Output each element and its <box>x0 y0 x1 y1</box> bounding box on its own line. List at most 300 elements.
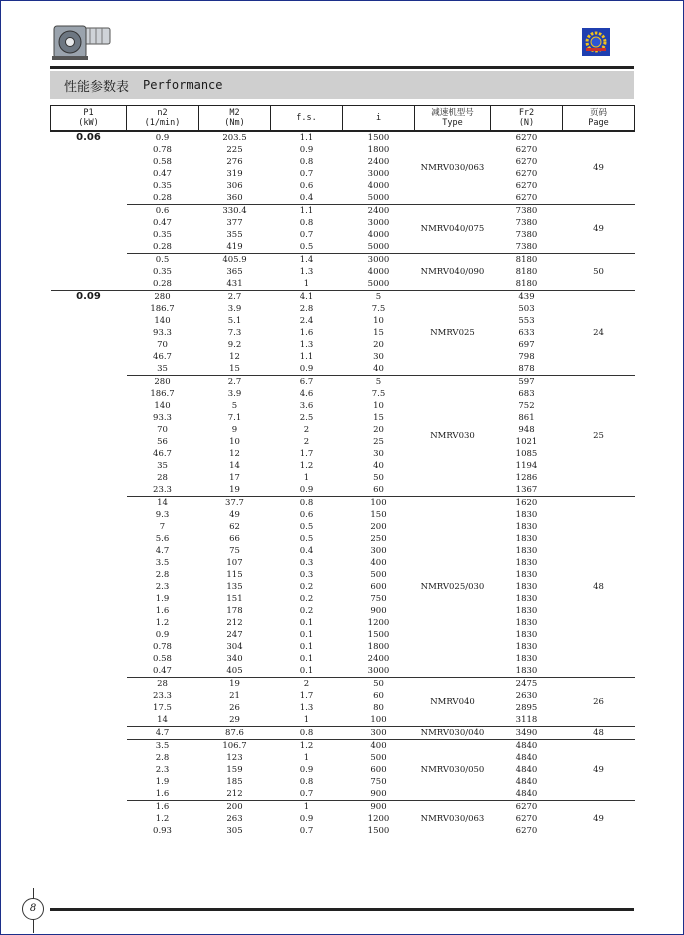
ratio-cell: 5000 <box>367 193 390 203</box>
header-rule <box>50 66 634 69</box>
output-torque-cell: 26 <box>229 703 240 713</box>
service-factor-cell: 1 <box>303 279 310 289</box>
radial-load-cell: 1830 <box>515 594 538 604</box>
section-title-zh: 性能参数表 <box>64 79 130 95</box>
service-factor-cell: 0.2 <box>299 606 314 616</box>
ratio-cell: 1200 <box>367 814 390 824</box>
radial-load-cell: 8180 <box>491 254 563 267</box>
ratio-cell: 4000 <box>367 181 390 191</box>
output-torque-cell: 107 <box>226 558 243 568</box>
ratio-cell: 1500 <box>343 131 415 144</box>
ratio-cell: 600 <box>370 582 387 592</box>
ratio-cell: 5 <box>343 376 415 389</box>
output-torque-cell: 37.7 <box>199 497 271 510</box>
table-row <box>51 788 635 801</box>
output-speed-cell: 0.9 <box>127 131 199 144</box>
table-row <box>51 156 635 168</box>
table-row <box>51 339 635 351</box>
table-row <box>51 327 635 339</box>
radial-load-cell: 1830 <box>515 522 538 532</box>
table-row <box>51 388 635 400</box>
service-factor-cell: 1.3 <box>299 703 314 713</box>
service-factor-cell: 0.1 <box>299 654 314 664</box>
radial-load-cell: 1830 <box>515 654 538 664</box>
output-speed-cell: 0.47 <box>153 666 172 676</box>
output-speed-cell: 93.3 <box>153 413 172 423</box>
radial-load-cell: 6270 <box>515 826 538 836</box>
output-speed-cell: 1.6 <box>155 789 170 799</box>
output-torque-cell: 14 <box>229 461 240 471</box>
service-factor-cell: 2 <box>271 678 343 691</box>
radial-load-cell: 4840 <box>515 789 538 799</box>
column-header-unit: Page <box>588 118 609 128</box>
ratio-cell: 2400 <box>343 205 415 218</box>
output-speed-cell: 1.9 <box>155 777 170 787</box>
output-speed-cell: 5.6 <box>155 534 170 544</box>
output-speed-cell: 140 <box>154 316 171 326</box>
table-row <box>51 144 635 156</box>
output-speed-cell: 0.28 <box>153 242 172 252</box>
service-factor-cell: 1 <box>303 753 310 763</box>
output-torque-cell: 377 <box>226 218 243 228</box>
ratio-cell: 500 <box>370 753 387 763</box>
service-factor-cell: 3.6 <box>299 401 314 411</box>
output-speed-cell: 186.7 <box>150 389 175 399</box>
service-factor-cell: 0.8 <box>271 497 343 510</box>
output-torque-cell: 304 <box>226 642 243 652</box>
service-factor-cell: 0.7 <box>299 230 314 240</box>
output-torque-cell: 212 <box>226 618 243 628</box>
ratio-cell: 50 <box>343 678 415 691</box>
radial-load-cell: 1830 <box>515 510 538 520</box>
table-row <box>51 641 635 653</box>
output-torque-cell: 263 <box>226 814 243 824</box>
service-factor-cell: 0.6 <box>299 181 314 191</box>
table-row <box>51 825 635 837</box>
column-header <box>343 106 415 132</box>
ratio-cell: 7.5 <box>371 389 386 399</box>
output-torque-cell: 123 <box>226 753 243 763</box>
radial-load-cell: 1830 <box>515 642 538 652</box>
gearbox-type-cell: NMRV030/063 <box>415 801 491 838</box>
ratio-cell: 3000 <box>367 218 390 228</box>
radial-load-cell: 2475 <box>491 678 563 691</box>
gearbox-type-cell: NMRV040 <box>415 678 491 727</box>
column-header-unit: (N) <box>518 118 535 128</box>
service-factor-cell: 1.7 <box>299 449 314 459</box>
page-ref-cell: 24 <box>563 291 635 376</box>
output-speed-cell: 0.58 <box>153 654 172 664</box>
service-factor-cell: 2.8 <box>299 304 314 314</box>
output-speed-cell: 28 <box>157 473 168 483</box>
table-row <box>51 752 635 764</box>
footer-rule <box>50 908 634 911</box>
column-header-label: Fr2 <box>518 108 535 118</box>
ratio-cell: 2400 <box>367 654 390 664</box>
output-torque-cell: 319 <box>226 169 243 179</box>
output-torque-cell: 212 <box>226 789 243 799</box>
ratio-cell: 60 <box>373 691 384 701</box>
page-ref-cell: 48 <box>563 497 635 678</box>
table-row <box>51 303 635 315</box>
ratio-cell: 300 <box>370 546 387 556</box>
output-speed-cell: 93.3 <box>153 328 172 338</box>
column-header-unit: Type <box>442 118 463 128</box>
radial-load-cell: 2630 <box>515 691 538 701</box>
performance-table-container <box>50 105 634 837</box>
service-factor-cell: 4.1 <box>271 291 343 304</box>
output-torque-cell: 185 <box>226 777 243 787</box>
ratio-cell: 150 <box>370 510 387 520</box>
output-torque-cell: 365 <box>226 267 243 277</box>
output-speed-cell: 0.28 <box>153 279 172 289</box>
output-torque-cell: 75 <box>229 546 240 556</box>
service-factor-cell: 1 <box>271 801 343 814</box>
output-torque-cell: 2.7 <box>199 291 271 304</box>
output-speed-cell: 46.7 <box>153 352 172 362</box>
output-torque-cell: 340 <box>226 654 243 664</box>
service-factor-cell: 1.4 <box>271 254 343 267</box>
output-torque-cell: 135 <box>226 582 243 592</box>
output-speed-cell: 0.47 <box>153 218 172 228</box>
section-title-en: Performance <box>143 78 223 92</box>
table-row <box>51 376 635 389</box>
table-row <box>51 291 635 304</box>
gearbox-type-cell: NMRV030/050 <box>415 740 491 801</box>
service-factor-cell: 0.3 <box>299 570 314 580</box>
output-speed-cell: 56 <box>157 437 168 447</box>
table-row <box>51 581 635 593</box>
service-factor-cell: 2.4 <box>299 316 314 326</box>
ratio-cell: 3000 <box>343 254 415 267</box>
radial-load-cell: 6270 <box>515 181 538 191</box>
output-speed-cell: 14 <box>157 715 168 725</box>
output-speed-cell: 23.3 <box>153 691 172 701</box>
service-factor-cell: 0.2 <box>299 582 314 592</box>
radial-load-cell: 597 <box>491 376 563 389</box>
output-speed-cell: 35 <box>157 461 168 471</box>
column-header <box>415 106 491 132</box>
gearbox-type-cell: NMRV040/075 <box>415 205 491 254</box>
ratio-cell: 200 <box>370 522 387 532</box>
table-row <box>51 593 635 605</box>
output-speed-cell: 280 <box>127 376 199 389</box>
radial-load-cell: 752 <box>518 401 535 411</box>
ratio-cell: 5000 <box>367 242 390 252</box>
table-row <box>51 241 635 254</box>
output-torque-cell: 17 <box>229 473 240 483</box>
service-factor-cell: 4.6 <box>299 389 314 399</box>
output-torque-cell: 62 <box>229 522 240 532</box>
ratio-cell: 4000 <box>367 267 390 277</box>
gearbox-type-cell: NMRV030/040 <box>415 727 491 740</box>
table-row <box>51 363 635 376</box>
gearbox-type-cell: NMRV040/090 <box>415 254 491 291</box>
radial-load-cell: 1830 <box>515 630 538 640</box>
radial-load-cell: 3118 <box>515 715 538 725</box>
table-row <box>51 229 635 241</box>
output-torque-cell: 15 <box>229 364 240 374</box>
service-factor-cell: 1.3 <box>299 267 314 277</box>
service-factor-cell: 0.1 <box>299 666 314 676</box>
output-speed-cell: 2.8 <box>155 570 170 580</box>
radial-load-cell: 6270 <box>491 131 563 144</box>
service-factor-cell: 0.7 <box>299 826 314 836</box>
column-header-label: f.s. <box>296 113 317 123</box>
radial-load-cell: 7380 <box>491 205 563 218</box>
service-factor-cell: 0.8 <box>299 218 314 228</box>
service-factor-cell: 1.1 <box>271 205 343 218</box>
table-row <box>51 484 635 497</box>
radial-load-cell: 1830 <box>515 582 538 592</box>
service-factor-cell: 2 <box>303 437 310 447</box>
output-speed-cell: 4.7 <box>155 546 170 556</box>
service-factor-cell: 0.1 <box>299 630 314 640</box>
output-speed-cell: 0.9 <box>155 630 170 640</box>
output-torque-cell: 2.7 <box>199 376 271 389</box>
table-row <box>51 629 635 641</box>
ratio-cell: 10 <box>373 316 384 326</box>
ratio-cell: 400 <box>343 740 415 753</box>
ratio-cell: 750 <box>370 777 387 787</box>
page-ref-cell: 48 <box>563 727 635 740</box>
output-torque-cell: 431 <box>226 279 243 289</box>
service-factor-cell: 0.8 <box>299 777 314 787</box>
output-speed-cell: 70 <box>157 425 168 435</box>
table-row <box>51 764 635 776</box>
table-row <box>51 545 635 557</box>
ratio-cell: 15 <box>373 413 384 423</box>
service-factor-cell: 0.5 <box>299 242 314 252</box>
table-row <box>51 533 635 545</box>
output-torque-cell: 12 <box>229 449 240 459</box>
ratio-cell: 1200 <box>367 618 390 628</box>
ratio-cell: 2400 <box>367 157 390 167</box>
output-speed-cell: 2.3 <box>155 582 170 592</box>
output-torque-cell: 247 <box>226 630 243 640</box>
output-speed-cell: 2.3 <box>155 765 170 775</box>
service-factor-cell: 1.1 <box>271 131 343 144</box>
table-row <box>51 460 635 472</box>
output-torque-cell: 49 <box>229 510 240 520</box>
service-factor-cell: 0.7 <box>299 789 314 799</box>
radial-load-cell: 3490 <box>491 727 563 740</box>
output-speed-cell: 0.5 <box>127 254 199 267</box>
performance-table <box>50 105 635 837</box>
output-torque-cell: 330.4 <box>199 205 271 218</box>
output-torque-cell: 3.9 <box>227 304 242 314</box>
service-factor-cell: 2.5 <box>299 413 314 423</box>
radial-load-cell: 633 <box>518 328 535 338</box>
table-row <box>51 424 635 436</box>
output-torque-cell: 9 <box>231 425 238 435</box>
service-factor-cell: 0.9 <box>299 485 314 495</box>
table-row <box>51 192 635 205</box>
power-value-cell: 0.09 <box>51 291 127 838</box>
ratio-cell: 1800 <box>367 145 390 155</box>
output-speed-cell: 1.2 <box>155 814 170 824</box>
column-header-label: 减速机型号 <box>431 108 474 118</box>
page-ref-cell: 49 <box>563 740 635 801</box>
output-torque-cell: 151 <box>226 594 243 604</box>
ratio-cell: 25 <box>373 437 384 447</box>
output-speed-cell: 0.35 <box>153 267 172 277</box>
radial-load-cell: 1367 <box>515 485 538 495</box>
table-row <box>51 521 635 533</box>
table-row <box>51 351 635 363</box>
table-row <box>51 702 635 714</box>
output-speed-cell: 28 <box>127 678 199 691</box>
table-row <box>51 776 635 788</box>
output-torque-cell: 66 <box>229 534 240 544</box>
output-speed-cell: 1.9 <box>155 594 170 604</box>
table-body <box>51 131 635 837</box>
output-speed-cell: 0.78 <box>153 145 172 155</box>
radial-load-cell: 2895 <box>515 703 538 713</box>
column-header-label: M2 <box>229 108 240 118</box>
output-torque-cell: 3.9 <box>227 389 242 399</box>
output-speed-cell: 0.58 <box>153 157 172 167</box>
service-factor-cell: 0.8 <box>271 727 343 740</box>
radial-load-cell: 4840 <box>515 765 538 775</box>
service-factor-cell: 0.2 <box>299 594 314 604</box>
output-torque-cell: 276 <box>226 157 243 167</box>
radial-load-cell: 553 <box>518 316 535 326</box>
output-speed-cell: 1.2 <box>155 618 170 628</box>
table-row <box>51 678 635 691</box>
ratio-cell: 600 <box>370 765 387 775</box>
output-speed-cell: 0.93 <box>153 826 172 836</box>
power-value-cell: 0.06 <box>51 131 127 291</box>
service-factor-cell: 0.9 <box>299 364 314 374</box>
output-torque-cell: 21 <box>229 691 240 701</box>
column-header <box>271 106 343 132</box>
page-ref-cell: 25 <box>563 376 635 497</box>
output-torque-cell: 203.5 <box>199 131 271 144</box>
radial-load-cell: 1830 <box>515 666 538 676</box>
ratio-cell: 100 <box>370 715 387 725</box>
output-speed-cell: 2.8 <box>155 753 170 763</box>
service-factor-cell: 0.4 <box>299 546 314 556</box>
output-torque-cell: 9.2 <box>227 340 242 350</box>
service-factor-cell: 1.2 <box>299 461 314 471</box>
radial-load-cell: 4840 <box>491 740 563 753</box>
radial-load-cell: 6270 <box>515 169 538 179</box>
table-row <box>51 180 635 192</box>
ratio-cell: 80 <box>373 703 384 713</box>
service-factor-cell: 0.6 <box>299 510 314 520</box>
service-factor-cell: 0.4 <box>299 193 314 203</box>
output-torque-cell: 419 <box>226 242 243 252</box>
table-row <box>51 315 635 327</box>
ratio-cell: 900 <box>370 789 387 799</box>
service-factor-cell: 0.9 <box>299 814 314 824</box>
ratio-cell: 20 <box>373 425 384 435</box>
output-torque-cell: 200 <box>199 801 271 814</box>
radial-load-cell: 8180 <box>515 267 538 277</box>
table-row <box>51 400 635 412</box>
column-header-label: n2 <box>157 108 168 118</box>
output-torque-cell: 12 <box>229 352 240 362</box>
radial-load-cell: 697 <box>518 340 535 350</box>
column-header <box>51 106 127 132</box>
output-torque-cell: 115 <box>226 570 243 580</box>
table-row <box>51 412 635 424</box>
output-torque-cell: 87.6 <box>199 727 271 740</box>
radial-load-cell: 503 <box>518 304 535 314</box>
radial-load-cell: 1830 <box>515 546 538 556</box>
column-header-unit: (Nm) <box>224 118 245 128</box>
radial-load-cell: 1830 <box>515 606 538 616</box>
ratio-cell: 3000 <box>367 169 390 179</box>
radial-load-cell: 7380 <box>515 218 538 228</box>
column-header <box>491 106 563 132</box>
ratio-cell: 5000 <box>367 279 390 289</box>
gearbox-type-cell: NMRV025 <box>415 291 491 376</box>
radial-load-cell: 878 <box>518 364 535 374</box>
radial-load-cell: 948 <box>518 425 535 435</box>
ratio-cell: 7.5 <box>371 304 386 314</box>
output-speed-cell: 280 <box>127 291 199 304</box>
table-row <box>51 254 635 267</box>
output-torque-cell: 19 <box>229 485 240 495</box>
column-header-unit: (kW) <box>78 118 99 128</box>
table-row <box>51 714 635 727</box>
ratio-cell: 400 <box>370 558 387 568</box>
radial-load-cell: 1830 <box>515 558 538 568</box>
ratio-cell: 1500 <box>367 630 390 640</box>
service-factor-cell: 0.8 <box>299 157 314 167</box>
output-speed-cell: 14 <box>127 497 199 510</box>
output-speed-cell: 3.5 <box>127 740 199 753</box>
ratio-cell: 1500 <box>367 826 390 836</box>
ratio-cell: 750 <box>370 594 387 604</box>
service-factor-cell: 1.6 <box>299 328 314 338</box>
radial-load-cell: 6270 <box>515 157 538 167</box>
output-speed-cell: 0.47 <box>153 169 172 179</box>
service-factor-cell: 0.3 <box>299 558 314 568</box>
service-factor-cell: 1 <box>303 715 310 725</box>
output-speed-cell: 0.28 <box>153 193 172 203</box>
ratio-cell: 20 <box>373 340 384 350</box>
output-torque-cell: 19 <box>199 678 271 691</box>
gearbox-type-cell: NMRV030 <box>415 376 491 497</box>
service-factor-cell: 2 <box>303 425 310 435</box>
ratio-cell: 50 <box>373 473 384 483</box>
table-row <box>51 168 635 180</box>
service-factor-cell: 1.3 <box>299 340 314 350</box>
table-row <box>51 617 635 629</box>
ratio-cell: 10 <box>373 401 384 411</box>
column-header-unit: (1/min) <box>144 118 181 128</box>
table-row <box>51 278 635 291</box>
service-factor-cell: 0.9 <box>299 765 314 775</box>
table-row <box>51 472 635 484</box>
output-torque-cell: 225 <box>226 145 243 155</box>
output-speed-cell: 23.3 <box>153 485 172 495</box>
output-speed-cell: 0.35 <box>153 230 172 240</box>
output-speed-cell: 17.5 <box>153 703 172 713</box>
radial-load-cell: 8180 <box>515 279 538 289</box>
service-factor-cell: 0.7 <box>299 169 314 179</box>
column-header-label: 页码 <box>589 108 607 118</box>
output-torque-cell: 355 <box>226 230 243 240</box>
table-row <box>51 813 635 825</box>
output-speed-cell: 35 <box>157 364 168 374</box>
page-ref-cell: 49 <box>563 801 635 838</box>
radial-load-cell: 798 <box>518 352 535 362</box>
radial-load-cell: 6270 <box>515 814 538 824</box>
